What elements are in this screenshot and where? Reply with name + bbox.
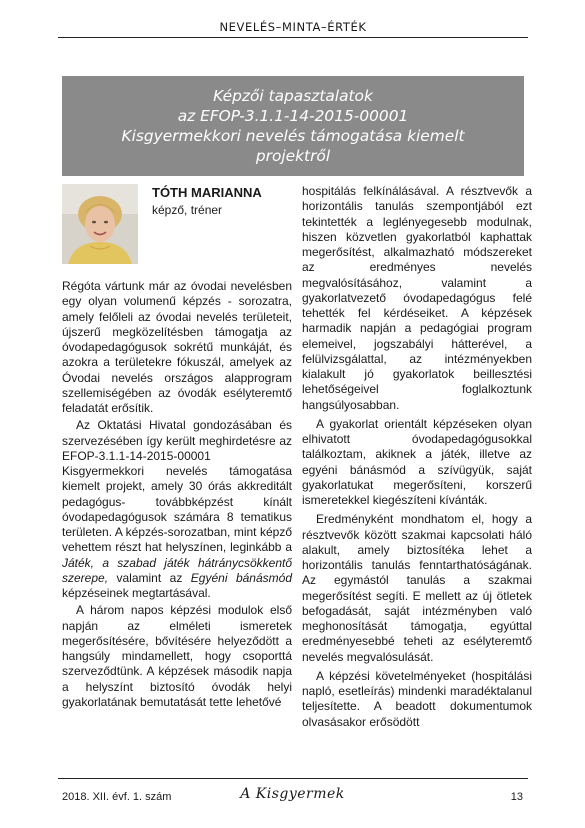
header-divider <box>58 37 528 38</box>
footer-divider <box>58 778 528 779</box>
section-title: NEVELÉS–MINTA–ÉRTÉK <box>219 20 367 34</box>
paragraph: A három napos képzési modulok első napján az elméleti ismeretek megerősítésére, bővítésére helyeződött a hangsúly mindamellett, hogy csoporttá szerveződtünk. A képzések második napja a helyszínt biztosító óvodák helyi gyakorlatának bemutatását tette lehetővé <box>62 603 292 709</box>
page-number: 13 <box>510 791 523 803</box>
paragraph: hospitálás felkínálásával. A résztvevők a horizontális tanulás szempontjából ezt tekintették a leglényegesebb modulnak, hiszen közvetlen gyakorlatból kaphattak megerősítést, alkalmazható módszereket az eredményes nevelés megvalósításához, valamint a gyakorlatvezető óvodapedagógus felé tehették fel kérdéseiket. A képzések harmadik napján a pedagógiai program elemeivel, jogszabályi hátterével, a felülvizsgálattal, az intézményekben kialakult jó gyakorlatok beillesztési lehetőségeivel foglalkoztunk hangsúlyosabban. <box>302 184 532 412</box>
paragraph: A képzési követelményeket (hospitálási napló, esetleírás) mindenki maradéktalanul teljesítette. A beadott dokumentumok olvasásakor erősödött <box>302 668 532 729</box>
paragraph: Eredményként mondhatom el, hogy a résztvevők között szakmai kapcsolati háló alakult, amely biztosítéka lehet a horizontális tanulás fenntarthatóságának. Az egymástól tanulás a szakmai megerősítést segíti. E mellett az új ötletek befogadását, saját intézményben való meghonosítását támogatja, egyúttal eredményesebbé teheti az esélyteremtő nevelés megvalósulását. <box>302 512 532 664</box>
paragraph: Régóta vártunk már az óvodai nevelésben egy olyan volumenű képzés - sorozatra, amely felőleli az óvodai nevelés területeit, újszerű megközelítésben támogatja az óvodapedagógusok sokrétű munkáját, és azokra a területekre fókuszál, amelyek az Óvodai nevelés országos alapprogram szellemiségében az óvodák esélyteremtő feladatát erősítik. <box>62 279 292 415</box>
article-title-line-2: az EFOP-3.1.1-14-2015-00001 <box>177 107 409 125</box>
issue-info: 2018. XII. évf. 1. szám <box>62 791 172 803</box>
author-role: képző, tréner <box>152 203 223 217</box>
left-column <box>62 279 292 710</box>
paragraph: A gyakorlat orientált képzéseken olyan elhivatott óvodapedagógusokkal találkoztam, akiknek a játék, illetve az egyéni bánásmód a szívügyük, saját gyakorlatukat megerősíteni, korszerű ismeretekkel kiegészíteni kívánták. <box>302 416 532 507</box>
paragraph: Az Oktatási Hivatal gondozásában és szervezésében így került meghirdetésre az EFOP-3.1.1-14-2015-00001 Kisgyermekkori nevelés támogatása kiemelt projekt, amely 30 órás akkreditált pedagógus- továbbképzést kínált óvodapedagógusok számára 8 tematikus területen. A képzés-sorozatban, mint képző vehettem részt hat helyszínen, leginkább a Játék, a szabad játék hátránycsökkentő szerepe, valamint az Egyéni bánásmód képzéseinek megtartásával. <box>62 418 292 600</box>
article-title-line-3: Kisgyermekkori nevelés támogatása kiemelt <box>121 127 465 145</box>
right-column <box>302 184 532 730</box>
article-title-line-4: projektről <box>255 147 331 165</box>
magazine-name: A Kisgyermek <box>240 786 345 802</box>
article-title-line-1: Képzői tapasztalatok <box>213 87 373 105</box>
author-photo <box>62 184 138 264</box>
author-name: TÓTH MARIANNA <box>152 185 262 200</box>
article-title-box <box>62 76 524 176</box>
